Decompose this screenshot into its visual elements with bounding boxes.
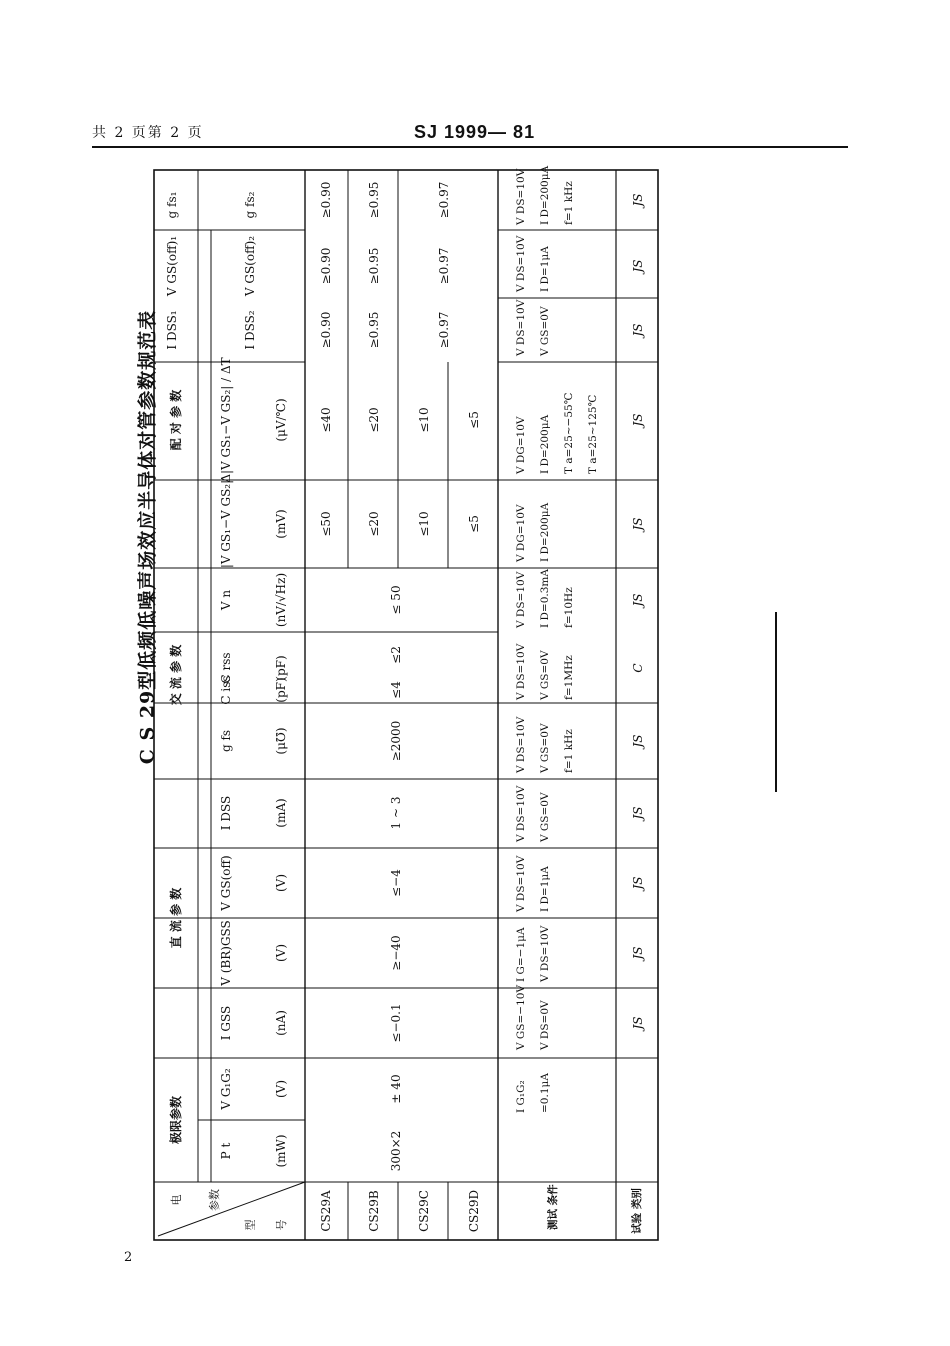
cond-vgsoff-ratio-1: V DS=10V [515,235,527,292]
cond-gfs-2: V GS=0V [539,723,551,773]
header-gfs-unit: (μ℧) [274,727,288,755]
cat-gfs-ratio: JS [631,193,645,207]
header-vbr-unit: (V) [274,943,288,963]
value-idss-ratio-cd: ≥0.97 [437,311,451,349]
value-dvgs-c: ≤10 [417,511,431,537]
cat-dvgs: JS [631,517,645,531]
header-ciss: C iss [219,675,233,705]
cat-idss-ratio: JS [631,323,645,337]
value-vgsoff: ≤−4 [389,869,403,897]
value-vgsoff-ratio-b: ≥0.95 [367,247,381,285]
header-igss: I GSS [219,1005,233,1041]
cond-drift-1: V DG=10V [515,416,527,474]
header-drift: Δ|V GS₁−V GS₂| / ΔT [219,357,233,483]
value-gfs: ≥2000 [389,720,403,762]
cat-vn: JS [631,593,645,607]
cond-vgg-1: I G₁G₂ [515,1080,527,1113]
page-header-left: 共 2 页第 2 页 [92,125,204,141]
header-igss-unit: (nA) [274,1010,288,1036]
header-dvgs: |V GS₁−V GS₂| [219,479,233,569]
header-gfs: g fs [219,729,233,753]
cond-vn-1: V DS=10V [515,571,527,628]
cat-vbr: JS [631,946,645,960]
group-limit: 极限参数 [169,1095,183,1145]
header-vgsoff: V GS(off) [219,855,233,911]
header-idss: I DSS [219,795,233,831]
category-label: 试验 类别 [631,1188,643,1234]
corner-param: 参数 [208,1189,221,1211]
cond-vgg-2: =0.1μA [539,1073,551,1113]
cond-gfs-ratio-1: V DS=10V [515,168,527,225]
value-dvgs-a: ≤50 [319,511,333,537]
header-gfs-ratio-den: g fs₂ [243,191,257,219]
value-idss-ratio-a: ≥0.90 [319,311,333,349]
header-idss-ratio: I DSS₁ [165,310,179,350]
value-drift-d: ≤5 [467,411,481,429]
model-cs29c: CS29C [417,1190,431,1232]
cond-vbr-2: V DS=10V [539,925,551,982]
corner-num: 号 [275,1219,288,1231]
value-dvgs-d: ≤5 [467,515,481,533]
value-vgsoff-ratio-cd: ≥0.97 [437,247,451,285]
cond-igss-2: V DS=0V [539,1000,551,1050]
value-gfs-ratio-b: ≥0.95 [367,181,381,219]
header-vn-unit: (nV/√Hz) [274,572,288,628]
cat-cap: C [631,663,645,673]
cond-cap-3: f=1MHz [563,655,575,700]
cond-drift-3: T a=25~−55℃ [563,392,575,474]
value-vbr: ≥−40 [389,935,403,971]
table-title-text: C S 29型低频低噪声场效应半导体对管参数规范表 [136,309,159,765]
cond-drift-4: T a=25~125℃ [587,394,599,474]
header-gfs-ratio: g fs₁ [165,191,179,219]
page-number: 2 [124,1250,133,1265]
header-vgg-unit: (V) [274,1079,288,1099]
cond-idss-2: V GS=0V [539,792,551,842]
value-gfs-ratio-cd: ≥0.97 [437,181,451,219]
cond-vgsoff-ratio-2: I D=1μA [539,246,551,292]
cond-vgsoff-1: V DS=10V [515,855,527,912]
header-crss: C rss [219,652,233,684]
value-drift-b: ≤20 [367,407,381,433]
cond-cap-2: V GS=0V [539,650,551,700]
header-vgsoff-ratio: V GS(off)₁ [165,235,179,297]
cond-gfs-ratio-3: f=1 kHz [563,181,575,225]
value-igss: ≤−0.1 [389,1003,403,1043]
cond-igss-1: V GS=−10V [515,984,527,1050]
value-vn: ≤ 50 [389,585,403,615]
value-gfs-ratio-a: ≥0.90 [319,181,333,219]
value-idss-ratio-b: ≥0.95 [367,311,381,349]
cat-vgsoff-ratio: JS [631,259,645,273]
cat-gfs: JS [631,734,645,748]
value-drift-c: ≤10 [417,407,431,433]
cond-idss-ratio-2: V GS=0V [539,306,551,356]
header-idss-ratio-den: I DSS₂ [243,310,257,350]
test-label: 测试 条件 [547,1184,559,1230]
header-vgg: V G₁G₂ [219,1068,233,1110]
cat-vgsoff: JS [631,876,645,890]
header-vgsoff-unit: (V) [274,873,288,893]
header-drift-unit: (μV/℃) [274,398,288,442]
header-crss-unit: (pF) [274,655,288,681]
cond-dvgs-2: I D=200μA [539,502,551,562]
cond-gfs-3: f=1 kHz [563,729,575,773]
cat-idss: JS [631,806,645,820]
cond-drift-2: I D=200μA [539,414,551,474]
cat-igss: JS [631,1016,645,1030]
cond-vn-2: I D=0.3mA [539,569,551,628]
group-pair: 配 对 参 数 [169,389,183,451]
value-pt: 300×2 [389,1130,403,1172]
value-vgg: ± 40 [389,1074,403,1104]
cond-idss-1: V DS=10V [515,785,527,842]
document-code: SJ 1999— 81 [414,122,536,142]
cond-vbr-1: I G=−1μA [515,927,527,982]
cond-idss-ratio-1: V DS=10V [515,299,527,356]
corner-elec: 电 [170,1194,183,1206]
value-crss: ≤2 [389,646,403,664]
value-idss: 1 ~ 3 [389,796,403,830]
value-drift-a: ≤40 [319,407,333,433]
cat-drift: JS [631,413,645,427]
cond-gfs-1: V DS=10V [515,716,527,773]
model-cs29b: CS29B [367,1190,381,1232]
model-cs29d: CS29D [467,1189,481,1233]
header-pt: P t [219,1142,233,1160]
corner-model: 型 [244,1219,257,1231]
model-cs29a: CS29A [319,1190,333,1232]
cond-cap-1: V DS=10V [515,643,527,700]
value-vgsoff-ratio-a: ≥0.90 [319,247,333,285]
header-idss-unit: (mA) [274,798,288,828]
header-ciss-unit: (pF) [274,677,288,703]
group-ac: 交 流 参 数 [169,644,183,706]
value-dvgs-b: ≤20 [367,511,381,537]
cond-vn-3: f=10Hz [563,587,575,628]
header-vbr: V (BR)GSS [219,920,233,986]
header-pt-unit: (mW) [274,1134,288,1168]
cond-gfs-ratio-2: I D=200μA [539,165,551,225]
value-ciss: ≤4 [389,681,403,699]
group-dc: 直 流 参 数 [169,887,183,949]
cond-dvgs-1: V DG=10V [515,504,527,562]
header-vn: V n [219,589,233,611]
cond-vgsoff-2: I D=1μA [539,866,551,912]
header-vgsoff-ratio-den: V GS(off)₂ [243,235,257,297]
header-dvgs-unit: (mV) [274,509,288,539]
